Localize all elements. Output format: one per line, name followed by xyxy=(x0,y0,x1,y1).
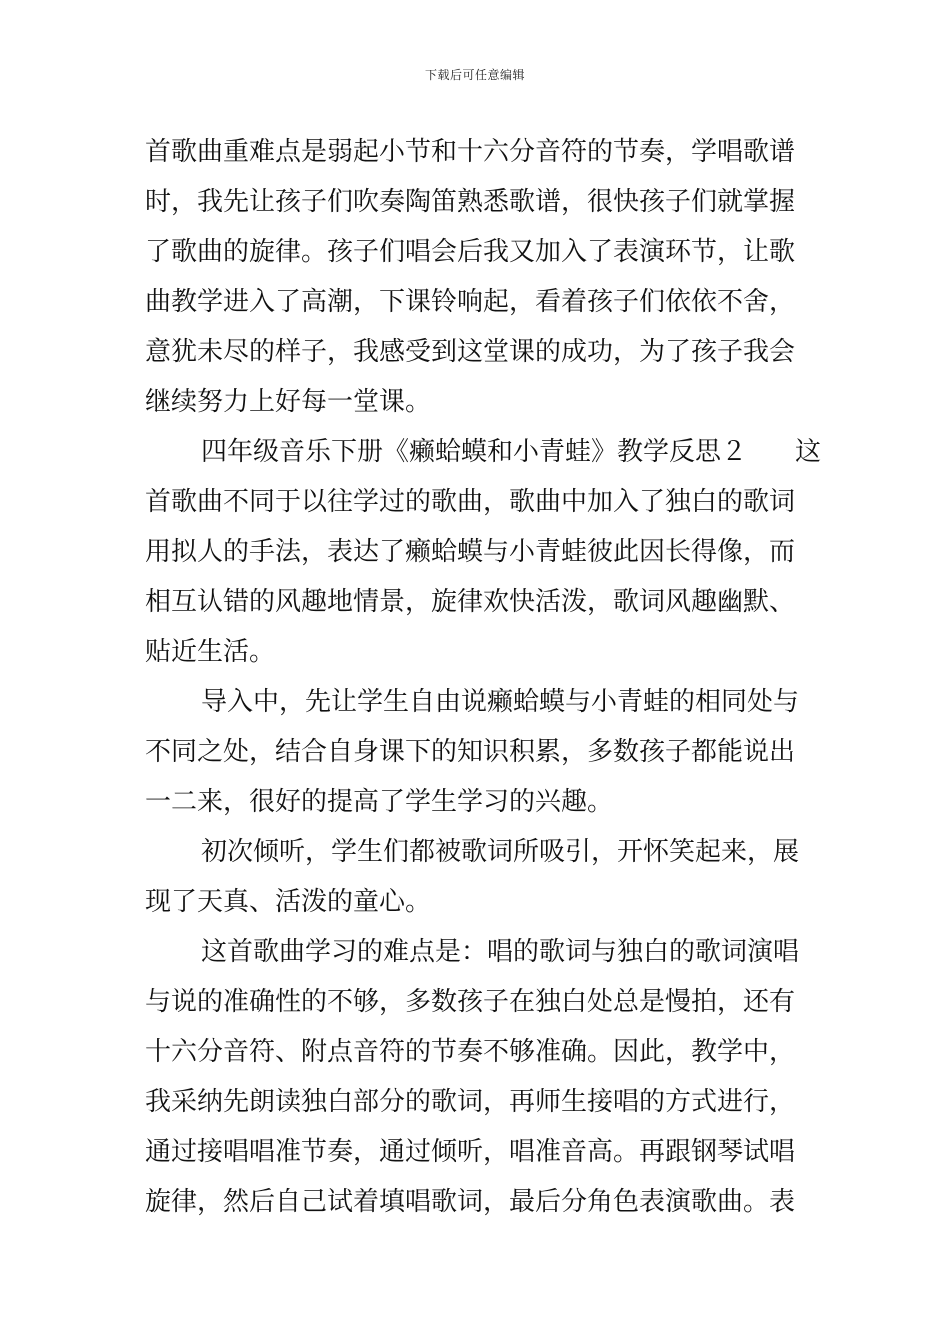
text-line: 曲教学进入了高潮，下课铃响起，看着孩子们依依不舍， xyxy=(145,287,796,317)
text-line: 十六分音符、附点音符的节奏不够准确。因此，教学中， xyxy=(145,1037,796,1067)
text-line: 用拟人的手法，表达了癞蛤蟆与小青蛙彼此因长得像，而 xyxy=(145,537,796,567)
text-line: 贴近生活。 xyxy=(145,637,276,667)
paragraph-start-line: 初次倾听，学生们都被歌词所吸引，开怀笑起来，展 xyxy=(201,837,800,867)
text-line: 一二来，很好的提高了学生学习的兴趣。 xyxy=(145,787,614,817)
paragraph-start-line: 导入中，先让学生自由说癞蛤蟆与小青蛙的相同处与 xyxy=(201,687,800,717)
document-body xyxy=(145,127,822,1227)
text-line: 相互认错的风趣地情景，旋律欢快活泼，歌词风趣幽默、 xyxy=(145,587,796,617)
text-line: 现了天真、活泼的童心。 xyxy=(145,887,432,917)
text-line: 不同之处，结合自身课下的知识积累，多数孩子都能说出 xyxy=(145,737,796,767)
paragraph-start-line: 这首歌曲学习的难点是：唱的歌词与独白的歌词演唱 xyxy=(201,937,800,967)
text-line: 首歌曲不同于以往学过的歌曲，歌曲中加入了独白的歌词 xyxy=(145,487,796,517)
text-line: 首歌曲重难点是弱起小节和十六分音符的节奏，学唱歌谱 xyxy=(145,137,796,167)
text-line: 我采纳先朗读独白部分的歌词，再师生接唱的方式进行， xyxy=(145,1087,796,1117)
text-line: 旋律，然后自己试着填唱歌词，最后分角色表演歌曲。表 xyxy=(145,1187,796,1217)
text-line: 意犹未尽的样子，我感受到这堂课的成功，为了孩子我会 xyxy=(145,337,796,367)
text-line: 了歌曲的旋律。孩子们唱会后我又加入了表演环节，让歌 xyxy=(145,237,796,267)
section-title: 四年级音乐下册《癞蛤蟆和小青蛙》教学反思２ xyxy=(201,437,748,467)
text-fragment: 这 xyxy=(795,437,822,467)
page-header: 下载后可任意编辑 xyxy=(424,68,525,82)
section-title-line xyxy=(145,427,822,477)
text-line: 通过接唱唱准节奏，通过倾听，唱准音高。再跟钢琴试唱 xyxy=(145,1137,796,1167)
text-line: 与说的准确性的不够，多数孩子在独白处总是慢拍，还有 xyxy=(145,987,796,1017)
text-line: 继续努力上好每一堂课。 xyxy=(145,387,432,417)
text-line: 时，我先让孩子们吹奏陶笛熟悉歌谱，很快孩子们就掌握 xyxy=(145,187,796,217)
